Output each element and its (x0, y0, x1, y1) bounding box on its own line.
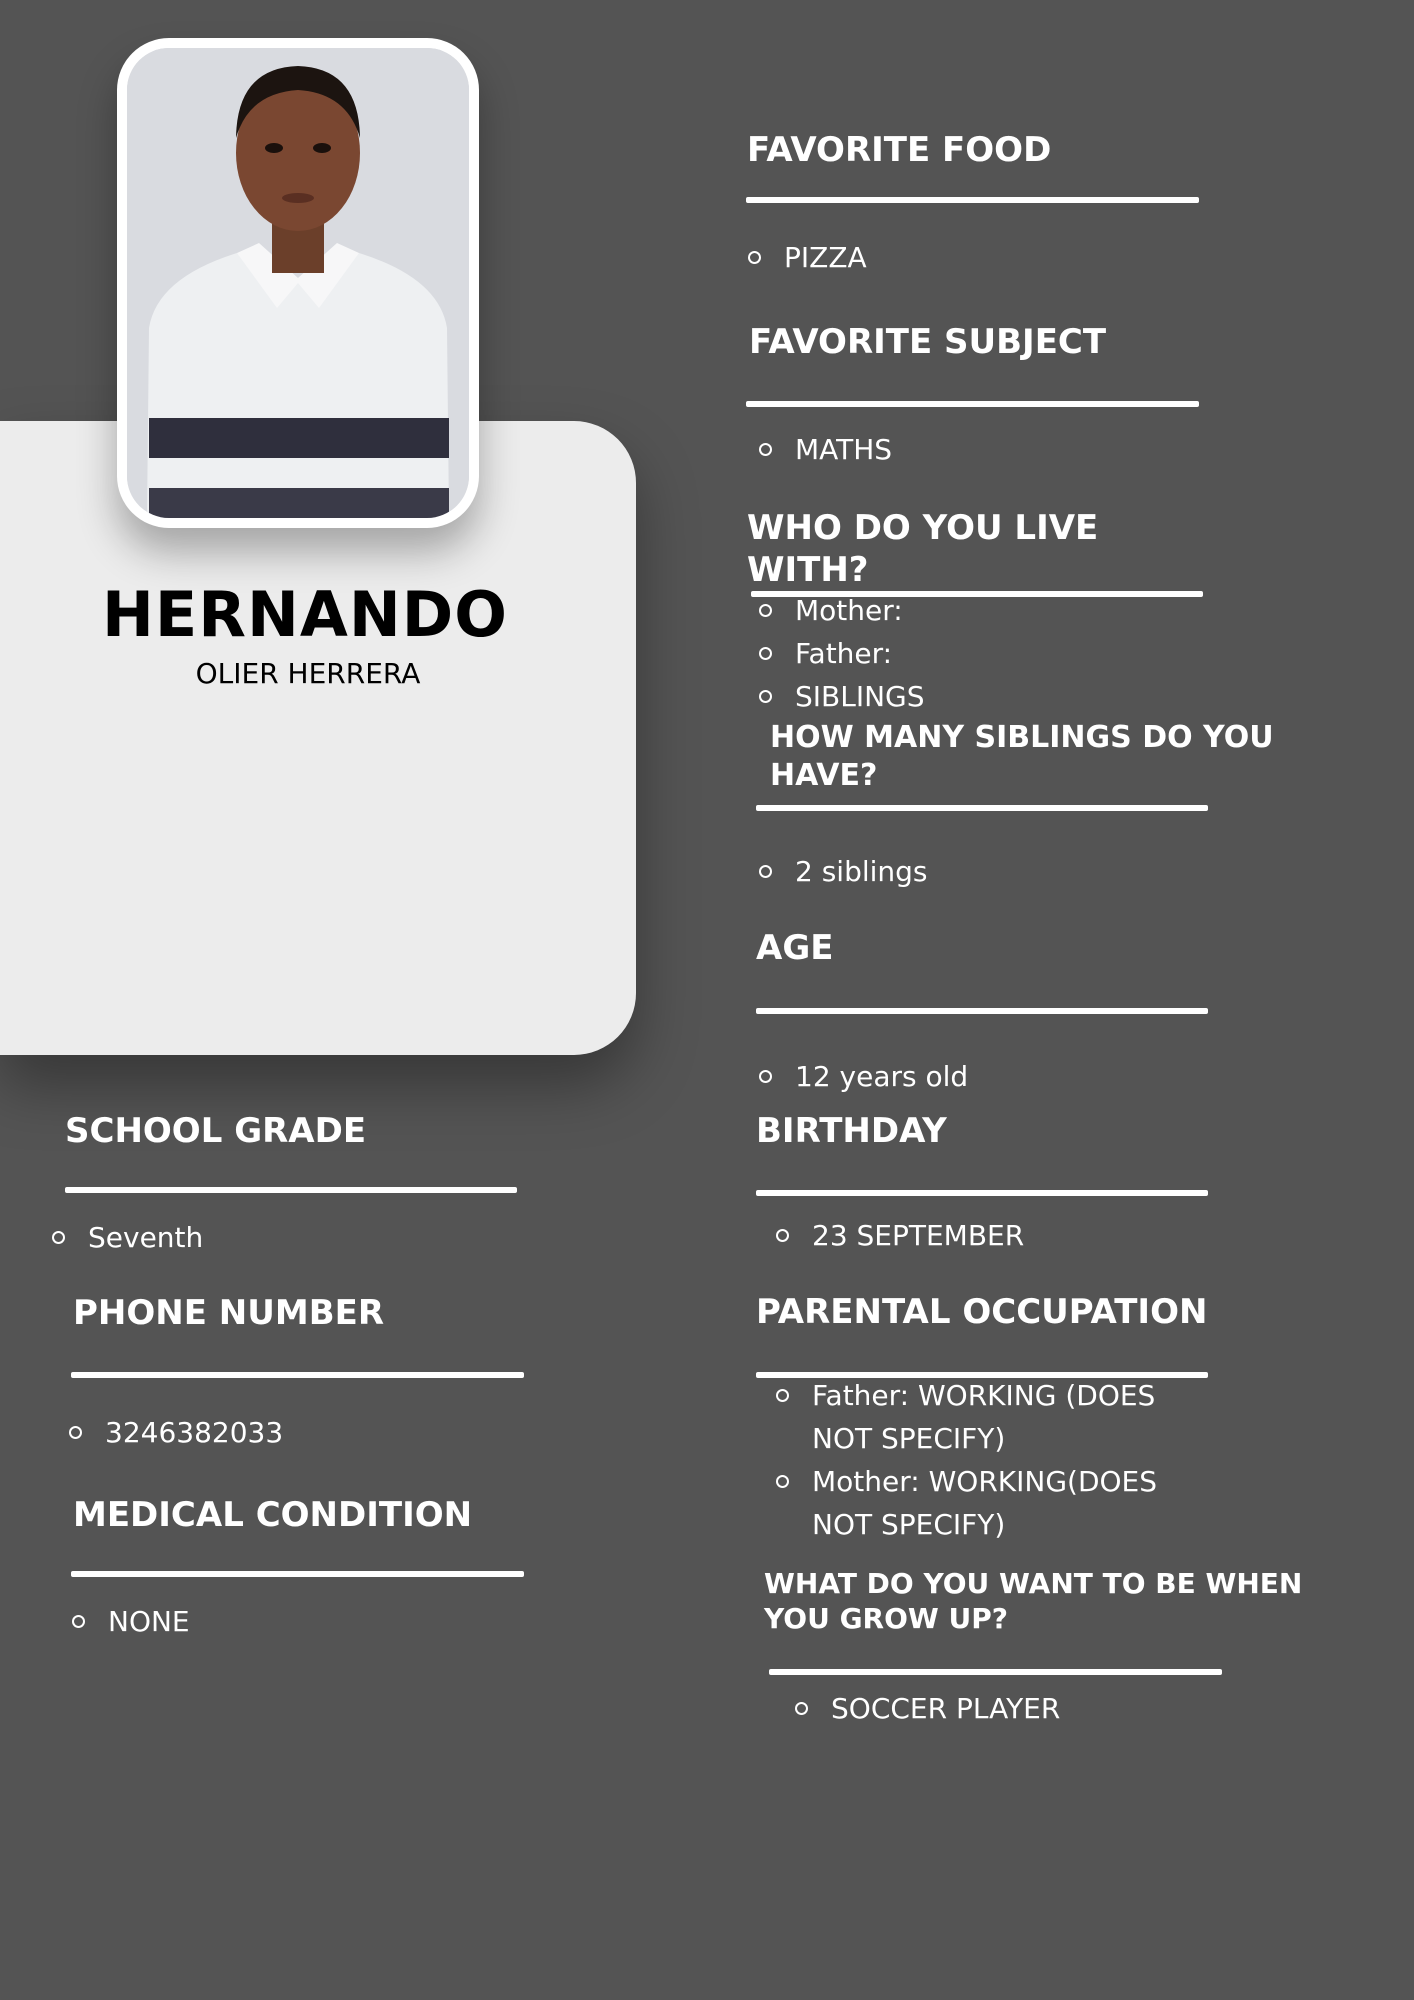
divider (769, 1669, 1222, 1675)
divider (746, 401, 1199, 407)
divider (756, 1190, 1208, 1196)
list-item: NONE (108, 1600, 190, 1643)
list-item: 23 SEPTEMBER (812, 1214, 1024, 1257)
list-item: Mother: (795, 589, 903, 632)
divider (71, 1571, 524, 1577)
divider (71, 1372, 524, 1378)
section-title: PARENTAL OCCUPATION (756, 1292, 1208, 1332)
profile-photo-frame (117, 38, 479, 528)
section-title: MEDICAL CONDITION (73, 1495, 473, 1535)
list-item: Father: WORKING (DOES (812, 1374, 1155, 1417)
divider (756, 805, 1208, 811)
section-title-line2: YOU GROW UP? (764, 1602, 1009, 1635)
list-item: PIZZA (784, 236, 867, 279)
list-item-continuation: NOT SPECIFY) (812, 1508, 1006, 1541)
list-item: 2 siblings (795, 850, 928, 893)
portrait-image (127, 48, 469, 518)
profile-photo (127, 48, 469, 518)
list-item: 3246382033 (105, 1411, 283, 1454)
section-title-line2: HAVE? (770, 758, 878, 793)
section-title: FAVORITE SUBJECT (749, 322, 1107, 362)
list-item-continuation: NOT SPECIFY) (812, 1422, 1006, 1455)
list-item: Seventh (88, 1216, 203, 1259)
section-title-line1: WHO DO YOU LIVE (747, 508, 1099, 548)
section-title-line2: WITH? (747, 550, 869, 590)
divider (746, 197, 1199, 203)
list-item: SOCCER PLAYER (831, 1687, 1060, 1730)
section-title: SCHOOL GRADE (65, 1111, 367, 1151)
list-item: Mother: WORKING(DOES (812, 1460, 1157, 1503)
section-title: BIRTHDAY (756, 1111, 947, 1151)
section-title: AGE (756, 928, 834, 968)
divider (756, 1008, 1208, 1014)
list-item: 12 years old (795, 1055, 968, 1098)
section-title: PHONE NUMBER (73, 1293, 385, 1333)
list-item: Father: (795, 632, 892, 675)
first-name: HERNANDO (102, 578, 508, 651)
section-title: FAVORITE FOOD (747, 130, 1052, 170)
divider (65, 1187, 517, 1193)
section-title-line1: HOW MANY SIBLINGS DO YOU (770, 720, 1274, 755)
section-title-line1: WHAT DO YOU WANT TO BE WHEN (764, 1567, 1303, 1600)
list-item: SIBLINGS (795, 675, 925, 718)
last-name: OLIER HERRERA (195, 657, 421, 690)
list-item: MATHS (795, 428, 892, 471)
